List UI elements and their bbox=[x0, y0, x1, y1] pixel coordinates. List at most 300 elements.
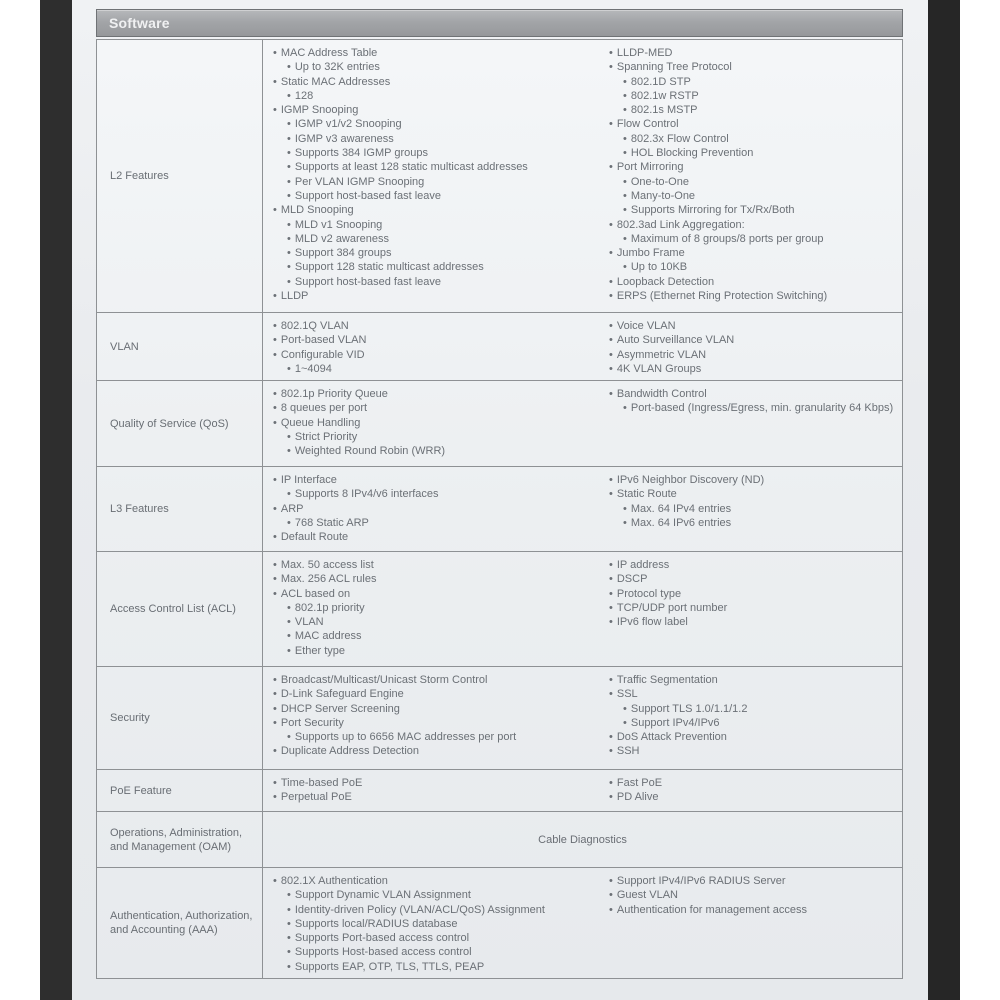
feature-item bbox=[273, 160, 601, 174]
feature-item bbox=[273, 558, 601, 572]
feature-item bbox=[273, 275, 601, 289]
feature-item bbox=[273, 146, 601, 160]
bullet-icon: • bbox=[273, 502, 277, 515]
bullet-icon: • bbox=[287, 261, 291, 274]
feature-item bbox=[273, 502, 601, 516]
feature-item bbox=[273, 348, 601, 362]
feature-item bbox=[273, 601, 601, 615]
feature-item-label: Perpetual PoE bbox=[280, 791, 352, 804]
feature-item bbox=[609, 702, 902, 716]
feature-item-label: 1~4094 bbox=[294, 362, 332, 375]
bullet-icon: • bbox=[609, 290, 613, 303]
row-label-cell bbox=[97, 552, 263, 666]
feature-item bbox=[273, 487, 601, 501]
feature-item-label: 802.1D STP bbox=[630, 75, 691, 88]
bullet-icon: • bbox=[287, 247, 291, 260]
bullet-icon: • bbox=[623, 147, 627, 160]
row-content-cell bbox=[263, 381, 902, 466]
feature-item-label: Broadcast/Multicast/Unicast Storm Control bbox=[280, 674, 488, 686]
feature-item-label: Flow Control bbox=[616, 118, 679, 131]
bullet-icon: • bbox=[623, 132, 627, 145]
bullet-icon: • bbox=[273, 104, 277, 117]
bullet-icon: • bbox=[273, 791, 277, 804]
feature-item-label: VLAN bbox=[294, 616, 324, 629]
section-title: Software bbox=[109, 15, 170, 31]
bullet-icon: • bbox=[287, 903, 291, 916]
bullet-icon: • bbox=[623, 175, 627, 188]
feature-item bbox=[609, 189, 902, 203]
feature-item-label: SSH bbox=[616, 745, 640, 758]
row-label: L3 Features bbox=[110, 503, 169, 515]
feature-item bbox=[609, 387, 902, 401]
centered-feature-label: Cable Diagnostics bbox=[538, 833, 627, 846]
feature-item bbox=[273, 945, 601, 959]
bullet-icon: • bbox=[287, 946, 291, 959]
bullet-icon: • bbox=[609, 674, 613, 686]
feature-item bbox=[273, 362, 601, 376]
feature-item-label: Up to 10KB bbox=[630, 261, 688, 274]
bullet-icon: • bbox=[609, 161, 613, 174]
feature-item bbox=[609, 601, 902, 615]
bullet-icon: • bbox=[287, 616, 291, 629]
bullet-icon: • bbox=[287, 601, 291, 614]
feature-item-label: ACL based on bbox=[280, 587, 351, 600]
feature-item-label: Guest VLAN bbox=[616, 889, 678, 902]
feature-item bbox=[609, 888, 902, 902]
bullet-icon: • bbox=[273, 531, 277, 544]
bullet-icon: • bbox=[273, 75, 277, 88]
feature-item bbox=[609, 730, 902, 744]
feature-item bbox=[609, 516, 902, 530]
feature-item-label: Identity-driven Policy (VLAN/ACL/QoS) Assignment bbox=[294, 903, 545, 916]
feature-item-label: 802.1p priority bbox=[294, 601, 365, 614]
bullet-icon: • bbox=[609, 320, 613, 332]
left-dark-bar bbox=[40, 0, 72, 1000]
feature-list bbox=[601, 673, 902, 765]
feature-item-label: Ether type bbox=[294, 644, 345, 657]
feature-item-label: 802.3ad Link Aggregation: bbox=[616, 218, 745, 231]
bullet-icon: • bbox=[273, 416, 277, 429]
bullet-icon: • bbox=[609, 275, 613, 288]
feature-item-label: Voice VLAN bbox=[616, 320, 676, 332]
feature-item bbox=[273, 730, 601, 744]
feature-item-label: Supports 8 IPv4/v6 interfaces bbox=[294, 488, 439, 501]
row-label: Quality of Service (QoS) bbox=[110, 417, 229, 430]
feature-item-label: HOL Blocking Prevention bbox=[630, 147, 754, 160]
bullet-icon: • bbox=[609, 362, 613, 375]
feature-item-label: Support host-based fast leave bbox=[294, 275, 442, 288]
feature-item bbox=[273, 203, 601, 217]
feature-item bbox=[609, 75, 902, 89]
feature-item bbox=[609, 790, 902, 804]
feature-item bbox=[609, 175, 902, 189]
bullet-icon: • bbox=[273, 402, 277, 415]
bullet-icon: • bbox=[287, 731, 291, 744]
feature-item-label: Support IPv4/IPv6 RADIUS Server bbox=[616, 875, 786, 887]
row-label: L2 Features bbox=[110, 170, 169, 182]
row-content-cell bbox=[263, 40, 902, 312]
feature-item-label: Port Security bbox=[280, 716, 344, 729]
row-label: Operations, Administration, and Management (OAM) bbox=[110, 826, 243, 853]
feature-item-label: MLD v2 awareness bbox=[294, 232, 390, 245]
feature-item-label: IGMP Snooping bbox=[280, 104, 359, 117]
feature-item-label: DoS Attack Prevention bbox=[616, 731, 727, 744]
bullet-icon: • bbox=[609, 334, 613, 347]
feature-item-label: MAC address bbox=[294, 630, 362, 643]
feature-item bbox=[273, 218, 601, 232]
feature-item-label: Max. 64 IPv4 entries bbox=[630, 502, 732, 515]
feature-item bbox=[273, 744, 601, 758]
feature-item bbox=[609, 673, 902, 687]
bullet-icon: • bbox=[609, 601, 613, 614]
feature-item-label: DHCP Server Screening bbox=[280, 702, 400, 715]
feature-item-label: IP Interface bbox=[280, 474, 337, 486]
row-content-cell bbox=[263, 552, 902, 666]
section-header bbox=[96, 9, 903, 37]
feature-item bbox=[273, 260, 601, 274]
bullet-icon: • bbox=[287, 917, 291, 930]
feature-list bbox=[263, 473, 601, 547]
feature-list bbox=[263, 673, 601, 765]
bullet-icon: • bbox=[287, 132, 291, 145]
feature-item-label: SSL bbox=[616, 688, 638, 701]
feature-item bbox=[273, 903, 601, 917]
feature-item-label: Queue Handling bbox=[280, 416, 361, 429]
row-content-cell bbox=[263, 467, 902, 551]
feature-row bbox=[97, 551, 902, 666]
bullet-icon: • bbox=[287, 488, 291, 501]
feature-item bbox=[273, 716, 601, 730]
feature-item-label: Protocol type bbox=[616, 587, 682, 600]
feature-item-label: Per VLAN IGMP Snooping bbox=[294, 175, 425, 188]
bullet-icon: • bbox=[287, 445, 291, 458]
bullet-icon: • bbox=[273, 204, 277, 217]
bullet-icon: • bbox=[287, 89, 291, 102]
feature-item bbox=[609, 103, 902, 117]
feature-item-label: Duplicate Address Detection bbox=[280, 745, 420, 758]
bullet-icon: • bbox=[287, 189, 291, 202]
feature-item-label: Port-based VLAN bbox=[280, 334, 367, 347]
bullet-icon: • bbox=[287, 630, 291, 643]
feature-item bbox=[273, 175, 601, 189]
feature-item bbox=[273, 960, 601, 974]
row-label: VLAN bbox=[110, 340, 139, 353]
row-label-cell bbox=[97, 770, 263, 811]
feature-item-label: IGMP v3 awareness bbox=[294, 132, 394, 145]
feature-list bbox=[601, 387, 902, 462]
bullet-icon: • bbox=[287, 362, 291, 375]
feature-item bbox=[273, 401, 601, 415]
bullet-icon: • bbox=[273, 290, 277, 303]
feature-item bbox=[273, 888, 601, 902]
feature-item-label: Time-based PoE bbox=[280, 777, 363, 789]
feature-row bbox=[97, 769, 902, 811]
feature-item-label: Max. 50 access list bbox=[280, 559, 374, 571]
feature-item-label: Traffic Segmentation bbox=[616, 674, 718, 686]
bullet-icon: • bbox=[287, 275, 291, 288]
feature-item bbox=[609, 615, 902, 629]
feature-item bbox=[609, 160, 902, 174]
feature-item-label: Supports EAP, OTP, TLS, TTLS, PEAP bbox=[294, 960, 485, 973]
bullet-icon: • bbox=[609, 61, 613, 74]
bullet-icon: • bbox=[273, 573, 277, 586]
feature-item-label: ARP bbox=[280, 502, 304, 515]
feature-row bbox=[97, 811, 902, 867]
bullet-icon: • bbox=[623, 402, 627, 415]
feature-item bbox=[273, 132, 601, 146]
bullet-icon: • bbox=[273, 334, 277, 347]
bullet-icon: • bbox=[287, 644, 291, 657]
row-label: Access Control List (ACL) bbox=[110, 603, 236, 615]
feature-item bbox=[273, 46, 601, 60]
feature-list bbox=[601, 874, 902, 974]
bullet-icon: • bbox=[273, 674, 277, 686]
feature-item-label: Auto Surveillance VLAN bbox=[616, 334, 735, 347]
feature-item bbox=[609, 333, 902, 347]
feature-item bbox=[609, 401, 902, 415]
bullet-icon: • bbox=[273, 348, 277, 361]
bullet-icon: • bbox=[273, 777, 277, 789]
row-label-cell bbox=[97, 40, 263, 312]
bullet-icon: • bbox=[287, 889, 291, 902]
feature-item bbox=[273, 572, 601, 586]
bullet-icon: • bbox=[287, 61, 291, 74]
feature-item-label: D-Link Safeguard Engine bbox=[280, 688, 404, 701]
feature-item-label: Port Mirroring bbox=[616, 161, 684, 174]
feature-item-label: Support IPv4/IPv6 bbox=[630, 716, 720, 729]
bullet-icon: • bbox=[623, 75, 627, 88]
feature-item-label: Supports Mirroring for Tx/Rx/Both bbox=[630, 204, 795, 217]
feature-row bbox=[97, 666, 902, 769]
row-label-cell bbox=[97, 812, 263, 867]
bullet-icon: • bbox=[623, 232, 627, 245]
bullet-icon: • bbox=[623, 716, 627, 729]
bullet-icon: • bbox=[609, 731, 613, 744]
feature-item bbox=[609, 744, 902, 758]
feature-item-label: Supports local/RADIUS database bbox=[294, 917, 458, 930]
bullet-icon: • bbox=[609, 616, 613, 629]
bullet-icon: • bbox=[609, 474, 613, 486]
row-content-cell bbox=[263, 667, 902, 769]
feature-item-label: TCP/UDP port number bbox=[616, 601, 728, 614]
feature-item-label: Support Dynamic VLAN Assignment bbox=[294, 889, 471, 902]
bullet-icon: • bbox=[609, 218, 613, 231]
bullet-icon: • bbox=[287, 118, 291, 131]
feature-list bbox=[601, 473, 902, 547]
bullet-icon: • bbox=[623, 204, 627, 217]
bullet-icon: • bbox=[273, 47, 277, 59]
feature-item bbox=[273, 333, 601, 347]
feature-item bbox=[609, 687, 902, 701]
row-label: Authentication, Authorization, and Accounting (AAA) bbox=[110, 910, 253, 936]
bullet-icon: • bbox=[273, 388, 277, 400]
feature-item-label: One-to-One bbox=[630, 175, 689, 188]
bullet-icon: • bbox=[287, 430, 291, 443]
feature-item bbox=[273, 289, 601, 303]
feature-item-label: Maximum of 8 groups/8 ports per group bbox=[630, 232, 824, 245]
feature-item bbox=[273, 931, 601, 945]
bullet-icon: • bbox=[273, 745, 277, 758]
feature-item-label: 802.1Q VLAN bbox=[280, 320, 349, 332]
bullet-icon: • bbox=[609, 889, 613, 902]
row-label-cell bbox=[97, 313, 263, 380]
feature-item-label: 802.1p Priority Queue bbox=[280, 388, 388, 400]
feature-item bbox=[609, 46, 902, 60]
feature-item-label: 128 bbox=[294, 89, 314, 102]
feature-item-label: Supports up to 6656 MAC addresses per port bbox=[294, 731, 517, 744]
row-content-cell bbox=[263, 812, 902, 867]
feature-item bbox=[609, 716, 902, 730]
feature-item bbox=[273, 776, 601, 790]
bullet-icon: • bbox=[609, 118, 613, 131]
feature-item bbox=[273, 790, 601, 804]
feature-item-label: Bandwidth Control bbox=[616, 388, 707, 400]
feature-item bbox=[273, 416, 601, 430]
feature-list bbox=[263, 874, 601, 974]
bullet-icon: • bbox=[273, 702, 277, 715]
feature-item-label: Max. 64 IPv6 entries bbox=[630, 516, 732, 529]
feature-row bbox=[97, 466, 902, 551]
datasheet-page bbox=[72, 0, 928, 1000]
bullet-icon: • bbox=[273, 875, 277, 887]
feature-item-label: Support TLS 1.0/1.1/1.2 bbox=[630, 702, 748, 715]
feature-item bbox=[273, 615, 601, 629]
feature-item bbox=[609, 60, 902, 74]
feature-list bbox=[601, 776, 902, 807]
feature-row bbox=[97, 380, 902, 466]
row-content-cell bbox=[263, 770, 902, 811]
bullet-icon: • bbox=[273, 716, 277, 729]
bullet-icon: • bbox=[273, 559, 277, 571]
feature-item bbox=[609, 572, 902, 586]
feature-item-label: 802.3x Flow Control bbox=[630, 132, 729, 145]
feature-item bbox=[273, 702, 601, 716]
feature-item-label: Supports Port-based access control bbox=[294, 932, 470, 945]
feature-item bbox=[273, 103, 601, 117]
feature-item-label: 8 queues per port bbox=[280, 402, 368, 415]
feature-item-label: Port-based (Ingress/Egress, min. granularity 64 Kbps) bbox=[630, 402, 894, 415]
bullet-icon: • bbox=[623, 189, 627, 202]
bullet-icon: • bbox=[609, 587, 613, 600]
feature-item-label: Supports 384 IGMP groups bbox=[294, 147, 428, 160]
feature-item-label: 4K VLAN Groups bbox=[616, 362, 702, 375]
feature-item bbox=[273, 687, 601, 701]
feature-item-label: IGMP v1/v2 Snooping bbox=[294, 118, 402, 131]
bullet-icon: • bbox=[287, 516, 291, 529]
feature-item bbox=[609, 776, 902, 790]
feature-row bbox=[97, 312, 902, 380]
row-label-cell bbox=[97, 467, 263, 551]
bullet-icon: • bbox=[609, 247, 613, 260]
feature-item-label: Strict Priority bbox=[294, 430, 358, 443]
feature-item-label: LLDP bbox=[280, 290, 309, 303]
feature-list bbox=[263, 776, 601, 807]
bullet-icon: • bbox=[609, 745, 613, 758]
bullet-icon: • bbox=[287, 161, 291, 174]
feature-item bbox=[609, 146, 902, 160]
bullet-icon: • bbox=[623, 89, 627, 102]
bullet-icon: • bbox=[287, 960, 291, 973]
feature-item bbox=[609, 275, 902, 289]
row-label-cell bbox=[97, 667, 263, 769]
feature-item bbox=[273, 319, 601, 333]
feature-item-label: Loopback Detection bbox=[616, 275, 715, 288]
feature-item bbox=[609, 203, 902, 217]
feature-list bbox=[601, 558, 902, 662]
bullet-icon: • bbox=[609, 388, 613, 400]
feature-item bbox=[609, 132, 902, 146]
bullet-icon: • bbox=[287, 232, 291, 245]
feature-item bbox=[609, 232, 902, 246]
feature-item bbox=[609, 874, 902, 888]
row-content-cell bbox=[263, 313, 902, 380]
feature-list bbox=[263, 46, 601, 308]
feature-item-label: MAC Address Table bbox=[280, 47, 378, 59]
bullet-icon: • bbox=[609, 348, 613, 361]
feature-item-label: 802.1s MSTP bbox=[630, 104, 698, 117]
software-features-table bbox=[96, 39, 903, 979]
feature-item-label: DSCP bbox=[616, 573, 648, 586]
feature-list bbox=[601, 319, 902, 376]
feature-item bbox=[609, 558, 902, 572]
bullet-icon: • bbox=[623, 261, 627, 274]
feature-item bbox=[609, 348, 902, 362]
feature-item bbox=[609, 289, 902, 303]
bullet-icon: • bbox=[273, 587, 277, 600]
feature-item-label: Jumbo Frame bbox=[616, 247, 685, 260]
feature-item-label: IPv6 flow label bbox=[616, 616, 688, 629]
row-label-cell bbox=[97, 868, 263, 978]
feature-item bbox=[273, 189, 601, 203]
feature-item-label: Supports Host-based access control bbox=[294, 946, 472, 959]
feature-item-label: Up to 32K entries bbox=[294, 61, 380, 74]
feature-item-label: PD Alive bbox=[616, 791, 659, 804]
feature-item bbox=[273, 246, 601, 260]
feature-item-label: Static Route bbox=[616, 488, 677, 501]
feature-item bbox=[609, 473, 902, 487]
feature-item bbox=[273, 430, 601, 444]
feature-item-label: Configurable VID bbox=[280, 348, 365, 361]
feature-item bbox=[273, 587, 601, 601]
feature-item-label: Asymmetric VLAN bbox=[616, 348, 707, 361]
feature-item-label: IP address bbox=[616, 559, 670, 571]
feature-item bbox=[273, 673, 601, 687]
feature-list bbox=[263, 319, 601, 376]
feature-item bbox=[273, 75, 601, 89]
feature-item bbox=[273, 874, 601, 888]
feature-item-label: 768 Static ARP bbox=[294, 516, 369, 529]
feature-item bbox=[273, 60, 601, 74]
feature-item-label: Support 384 groups bbox=[294, 247, 392, 260]
feature-item bbox=[273, 917, 601, 931]
feature-item-label: Supports at least 128 static multicast addresses bbox=[294, 161, 528, 174]
feature-list bbox=[601, 46, 902, 308]
feature-item bbox=[273, 516, 601, 530]
bullet-icon: • bbox=[273, 688, 277, 701]
bullet-icon: • bbox=[609, 875, 613, 887]
feature-item-label: 802.1X Authentication bbox=[280, 875, 388, 887]
feature-item-label: MLD v1 Snooping bbox=[294, 218, 383, 231]
feature-item-label: Support 128 static multicast addresses bbox=[294, 261, 484, 274]
feature-item-label: Support host-based fast leave bbox=[294, 189, 442, 202]
feature-item bbox=[609, 319, 902, 333]
feature-item bbox=[609, 218, 902, 232]
feature-item bbox=[273, 117, 601, 131]
bullet-icon: • bbox=[273, 320, 277, 332]
bullet-icon: • bbox=[609, 488, 613, 501]
feature-item-label: Fast PoE bbox=[616, 777, 663, 789]
feature-item-label: 802.1w RSTP bbox=[630, 89, 699, 102]
